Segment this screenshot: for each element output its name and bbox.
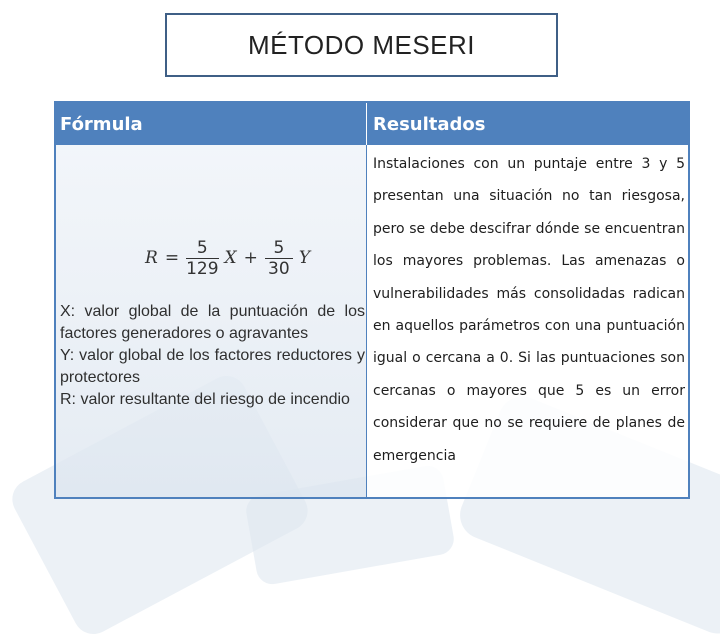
formula-r: R xyxy=(145,248,158,268)
results-text: Instalaciones con un puntaje entre 3 y 5 presentan una situación no tan riesgosa, pero se debe descifrar dónde se encuentran los mayores problemas. Las amenazas o vulnerabilidades más consolidadas radican en aquellos parámetros con una puntuación igual o cercana a 0. Si las puntuaciones son cercanas o mayores que 5 es un error considerar que no se requiere de planes de emergencia xyxy=(373,156,685,464)
definition-r: R: valor resultante del riesgo de incendio xyxy=(60,391,350,408)
risk-formula xyxy=(142,233,313,283)
formula-cell xyxy=(56,145,367,497)
formula-equals: = xyxy=(164,248,180,268)
formula-x: X xyxy=(224,248,237,268)
definition-x: X: valor global de la puntuación de los factores generadores o agravantes xyxy=(60,303,365,342)
results-cell xyxy=(367,145,688,497)
fraction-y xyxy=(265,238,293,279)
fraction-x-denominator: 129 xyxy=(186,258,219,279)
formula-plus: + xyxy=(243,248,258,268)
formula-y: Y xyxy=(298,248,311,268)
meseri-table xyxy=(54,101,690,499)
variable-definitions xyxy=(60,301,365,411)
slide-title: MÉTODO MESERI xyxy=(165,13,558,77)
definition-y: Y: valor global de los factores reductores y protectores xyxy=(60,347,365,386)
fraction-y-numerator: 5 xyxy=(273,237,285,258)
header-formula: Fórmula xyxy=(56,103,367,145)
header-results: Resultados xyxy=(367,103,688,145)
fraction-x xyxy=(186,238,218,279)
fraction-y-denominator: 30 xyxy=(268,258,290,279)
fraction-x-numerator: 5 xyxy=(196,237,208,258)
